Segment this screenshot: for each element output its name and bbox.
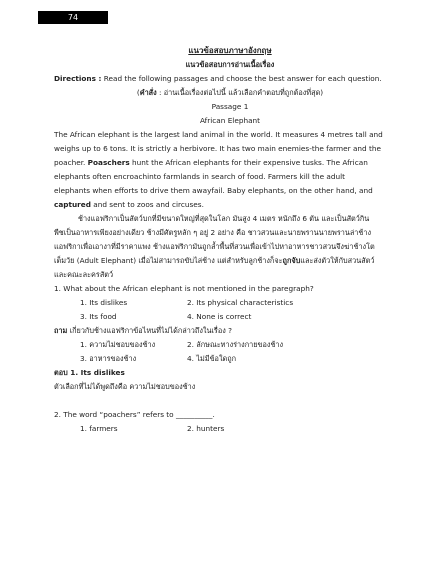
translation-line-4a: เต็มวัย (Adult Elephant) เมื่อไม่สามารถขับไล่ช้าง แต่สำหรับลูกช้างก็จะ	[54, 256, 283, 265]
passage-line-4: elephants often encroachinto farmlands in search of food. Farmers kill the adult	[54, 172, 346, 181]
q1-thai-question: เกี่ยวกับช้างแอฟริกาข้อไหนที่ไม่ได้กล่าวถึงในเรื่อง ?	[67, 326, 232, 335]
highlight-captured: captured	[54, 200, 91, 209]
highlight-poachers: Poaschers	[87, 158, 130, 167]
q2-option-1[interactable]: 1. farmers	[80, 424, 118, 433]
directions-thai-label: คำสั่ง	[139, 88, 157, 97]
q1-thai-option-2: 2. ลักษณะทางร่างกายของช้าง	[187, 340, 284, 349]
q1-option-3[interactable]: 3. Its food	[80, 312, 117, 321]
passage-line-5: elephants when efforts to drive them awayfail. Baby elephants, on the other hand, and	[54, 186, 373, 195]
passage-line-3a: poacher.	[54, 158, 88, 167]
q1-thai-label: ถาม	[54, 326, 68, 335]
directions-thai-text: : อ่านเนื้อเรื่องต่อไปนี้ แล้วเลือกคำตอบที่ถูกต้องที่สุด)	[156, 88, 324, 97]
question-1: 1. What about the African elephant is not mentioned in the paregraph?	[54, 284, 314, 293]
translation-line-4	[54, 254, 406, 268]
q1-answer: ตอบ 1. Its dislikes	[54, 368, 125, 377]
passage-title: African Elephant	[199, 116, 261, 125]
q1-explanation: ตัวเลือกที่ไม่ได้พูดถึงคือ ความไม่ชอบของช้าง	[54, 382, 196, 391]
highlight-thai-captured: ถูกจับ	[282, 256, 301, 265]
q1-option-1[interactable]: 1. Its dislikes	[80, 298, 128, 307]
q2-options-row-1	[54, 422, 406, 436]
q1-thai-options-row-1	[54, 338, 406, 352]
page-subtitle: แนวข้อสอบการอ่านเนื้อเรื่อง	[185, 60, 275, 69]
document-body	[54, 44, 406, 436]
translation-line-5: และคณะละครสัตว์	[54, 270, 114, 279]
page-title: แนวข้อสอบภาษาอังกฤษ	[188, 46, 272, 55]
question-2: 2. The word “poachers” refers to __________.	[54, 410, 215, 419]
q1-option-4[interactable]: 4. None is correct	[187, 312, 252, 321]
translation-line-1: ช้างแอฟริกาเป็นสัตว์บกที่มีขนาดใหญ่ที่สุดในโลก มันสูง 4 เมตร หนักถึง 6 ตัน และเป็นสัตว์กิน	[78, 214, 370, 223]
question-1-thai	[54, 324, 406, 338]
directions-text: Read the following passages and choose the best answer for each question.	[103, 74, 382, 83]
passage-line-1: The African elephant is the largest land animal in the world. It measures 4 metres tall and	[54, 130, 383, 139]
directions-thai	[54, 86, 406, 100]
q1-option-2[interactable]: 2. Its physical characteristics	[187, 298, 294, 307]
translation-line-4c: และส่งตัวให้กับสวนสัตว์	[300, 256, 375, 265]
passage-line-2: weighs up to 6 tons. It is strictly a herbivore. It has two main enemies-the farmer and the	[54, 144, 381, 153]
spacer	[54, 394, 406, 408]
q1-thai-option-4: 4. ไม่มีข้อใดถูก	[187, 354, 237, 363]
q2-option-2[interactable]: 2. hunters	[187, 424, 225, 433]
q1-options-row-1	[54, 296, 406, 310]
translation-line-2: พืชเป็นอาหารเพียงอย่างเดียว ช้างมีศัตรูหลัก ๆ อยู่ 2 อย่าง คือ ชาวสวนและนายพรานนายพรานล่าช้าง	[54, 228, 372, 237]
page-number: 74	[38, 11, 108, 24]
translation-line-3: แอฟริกาเพื่อเอางาที่มีราคาแพง ช้างแอฟริกามันถูกล้ำพื้นที่สวนเพื่อเข้าไปหาอาหารชาวสวนจึงฆ่าช้างโต	[54, 242, 375, 251]
q1-thai-options-row-2	[54, 352, 406, 366]
passage-line-6b: and sent to zoos and circuses.	[90, 200, 204, 209]
passage-line-6	[54, 198, 406, 212]
directions-thai-open: (	[136, 88, 140, 97]
passage-line-3	[54, 156, 406, 170]
q1-options-row-2	[54, 310, 406, 324]
directions	[54, 72, 406, 86]
q1-thai-option-3: 3. อาหารของช้าง	[80, 354, 137, 363]
directions-label: Directions :	[54, 74, 102, 83]
passage-line-3c: hunt the African elephants for their expensive tusks. The African	[129, 158, 368, 167]
q1-thai-option-1: 1. ความไม่ชอบของช้าง	[80, 340, 156, 349]
passage-label: Passage 1	[211, 102, 249, 111]
